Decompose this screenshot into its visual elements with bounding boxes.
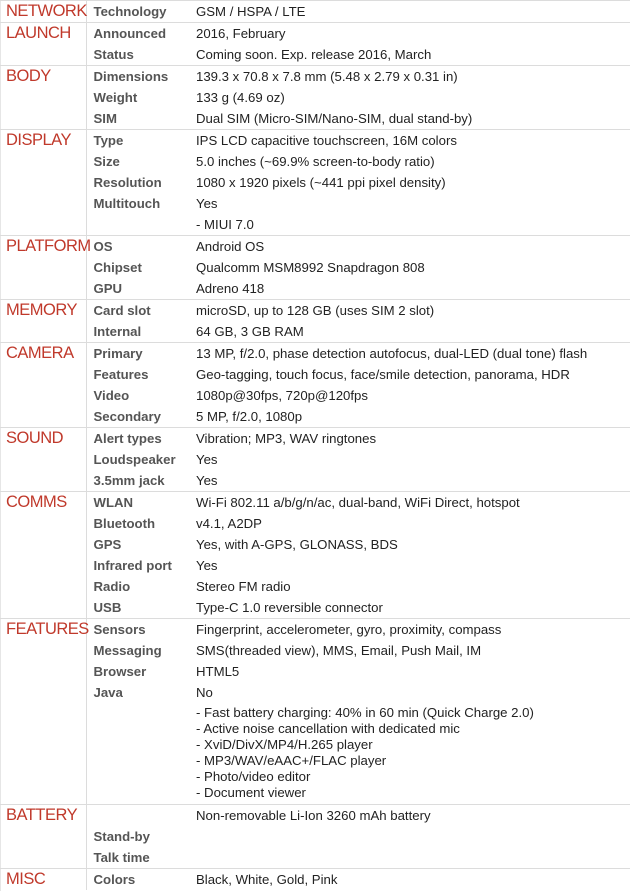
section-heading-features: FEATURES [0,619,86,805]
spec-value [196,826,630,847]
spec-value: Fingerprint, accelerometer, gyro, proximity, compass [196,619,630,641]
spec-value: Yes [196,196,218,211]
spec-value: SMS(threaded view), MMS, Email, Push Mail, IM [196,643,482,658]
spec-value: Non-removable Li-Ion 3260 mAh battery [196,805,630,827]
spec-row [0,193,630,214]
spec-row [0,661,630,682]
spec-value-list [196,703,630,805]
spec-value: 5.0 inches (~69.9% screen-to-body ratio) [196,154,435,169]
spec-value: Yes [196,558,218,573]
spec-value: 64 GB, 3 GB RAM [196,324,304,339]
spec-label: GPS [93,537,122,552]
spec-row [0,640,630,661]
spec-row [0,214,630,236]
spec-value-line: - Photo/video editor [196,769,311,784]
section-heading-display: DISPLAY [0,130,86,236]
spec-value: HTML5 [196,664,240,679]
spec-label: Bluetooth [93,516,156,531]
spec-row [0,449,630,470]
section-heading-memory: MEMORY [0,300,86,343]
spec-row [0,869,630,891]
spec-value-line: - Document viewer [196,785,306,800]
spec-row [0,513,630,534]
spec-value: Geo-tagging, touch focus, face/smile detection, panorama, HDR [196,367,570,382]
spec-label: Primary [86,343,196,365]
spec-row [0,300,630,322]
spec-value: Adreno 418 [196,281,265,296]
spec-row [0,406,630,428]
spec-value: Yes, with A-GPS, GLONASS, BDS [196,537,398,552]
spec-label: Colors [86,869,196,891]
spec-label [86,214,196,236]
spec-value: Dual SIM (Micro-SIM/Nano-SIM, dual stand-by) [196,111,473,126]
spec-value-line: - Fast battery charging: 40% in 60 min (Quick Charge 2.0) [196,705,534,720]
spec-value: microSD, up to 128 GB (uses SIM 2 slot) [196,300,630,322]
spec-value-line: - XviD/DivX/MP4/H.265 player [196,737,373,752]
section-heading-comms: COMMS [0,492,86,619]
spec-row [0,151,630,172]
spec-row [0,847,630,869]
spec-label: Messaging [93,643,162,658]
spec-row [0,826,630,847]
spec-row [0,87,630,108]
spec-label: SIM [93,111,117,126]
spec-row [0,534,630,555]
spec-value [196,847,630,869]
spec-value: Qualcomm MSM8992 Snapdragon 808 [196,260,425,275]
spec-label: Type [86,130,196,152]
spec-row [0,597,630,619]
spec-row [0,108,630,130]
spec-label: Weight [93,90,138,105]
spec-row [0,703,630,805]
spec-value: Yes [196,473,218,488]
spec-row [0,321,630,343]
spec-row [0,130,630,152]
spec-label: Infrared port [93,558,172,573]
section-heading-launch: LAUNCH [0,23,86,66]
spec-label: Radio [93,579,131,594]
spec-value: Stereo FM radio [196,579,291,594]
spec-value: 1080 x 1920 pixels (~441 ppi pixel density) [196,175,446,190]
spec-value: 5 MP, f/2.0, 1080p [196,409,303,424]
spec-row [0,44,630,66]
spec-label: Stand-by [93,829,150,844]
spec-label: Features [93,367,149,382]
section-heading-misc: MISC [0,869,86,891]
section-heading-network: NETWORK [0,1,86,23]
spec-label: Loudspeaker [93,452,176,467]
spec-label: Multitouch [93,196,161,211]
spec-value: 13 MP, f/2.0, phase detection autofocus, dual-LED (dual tone) flash [196,343,630,365]
spec-value: 133 g (4.69 oz) [196,90,285,105]
spec-label: Sensors [86,619,196,641]
spec-value: Vibration; MP3, WAV ringtones [196,428,630,450]
spec-label: Dimensions [86,66,196,88]
spec-label: Secondary [93,409,161,424]
spec-row [0,1,630,23]
section-heading-platform: PLATFORM [0,236,86,300]
spec-label: OS [86,236,196,258]
spec-value: 1080p@30fps, 720p@120fps [196,388,368,403]
spec-row [0,619,630,641]
spec-row [0,23,630,45]
spec-label: Announced [86,23,196,45]
spec-value-line: - MP3/WAV/eAAC+/FLAC player [196,753,387,768]
spec-label: Java [93,685,123,700]
spec-label: Browser [93,664,147,679]
spec-row [0,364,630,385]
spec-row [0,555,630,576]
spec-label: WLAN [86,492,196,514]
spec-row [0,428,630,450]
spec-row [0,172,630,193]
spec-label: Status [93,47,134,62]
spec-value: Type-C 1.0 reversible connector [196,600,383,615]
section-heading-battery: BATTERY [0,805,86,869]
spec-label: Alert types [86,428,196,450]
spec-row [0,805,630,827]
spec-row [0,492,630,514]
spec-row [0,343,630,365]
spec-row [0,278,630,300]
spec-row [0,576,630,597]
spec-label: GPU [93,281,123,296]
spec-value: IPS LCD capacitive touchscreen, 16M colors [196,130,630,152]
spec-label: Card slot [86,300,196,322]
spec-label: Size [93,154,120,169]
spec-value: 2016, February [196,23,630,45]
spec-value: Coming soon. Exp. release 2016, March [196,47,432,62]
spec-label: 3.5mm jack [93,473,165,488]
spec-value: 139.3 x 70.8 x 7.8 mm (5.48 x 2.79 x 0.31 in) [196,66,630,88]
section-heading-body: BODY [0,66,86,130]
section-heading-camera: CAMERA [0,343,86,428]
spec-value: Wi-Fi 802.11 a/b/g/n/ac, dual-band, WiFi Direct, hotspot [196,492,630,514]
spec-row [0,257,630,278]
spec-value: v4.1, A2DP [196,516,262,531]
spec-label: Talk time [93,850,150,865]
spec-value: Yes [196,452,218,467]
spec-row [0,470,630,492]
spec-label: Chipset [93,260,142,275]
spec-row [0,236,630,258]
spec-value: - MIUI 7.0 [196,217,254,232]
spec-label [86,703,196,805]
spec-row [0,66,630,88]
section-heading-sound: SOUND [0,428,86,492]
spec-row [0,385,630,406]
spec-label: USB [93,600,122,615]
spec-label: Technology [86,1,196,23]
spec-value: Black, White, Gold, Pink [196,869,630,891]
spec-label: Resolution [93,175,162,190]
spec-sheet-body [0,1,630,891]
spec-label: Internal [93,324,142,339]
spec-label: Video [93,388,130,403]
spec-value-line: - Active noise cancellation with dedicated mic [196,721,460,736]
spec-value: Android OS [196,236,630,258]
spec-row [0,682,630,703]
spec-value: No [196,685,213,700]
spec-value: GSM / HSPA / LTE [196,1,630,23]
spec-label [86,805,196,827]
